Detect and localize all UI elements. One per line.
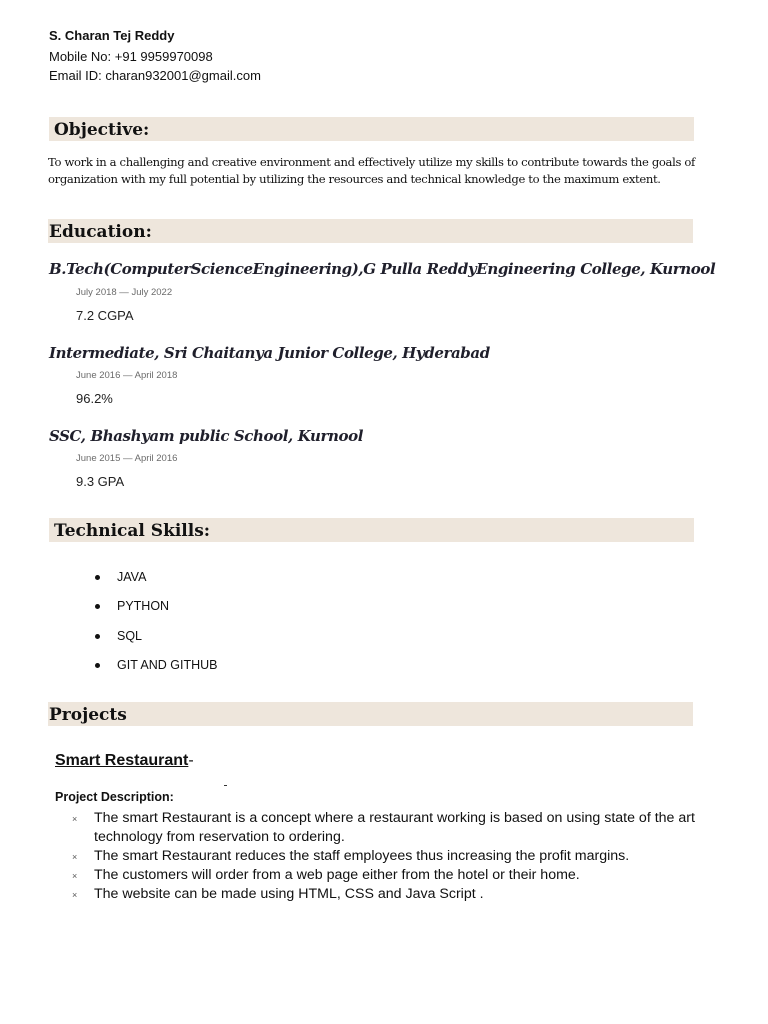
project-point-text: The smart Restaurant reduces the staff employees thus increasing the profit margins.	[94, 848, 630, 864]
education-dates-intermediate: June 2016 — April 2018	[76, 370, 178, 381]
decorative-mark	[224, 785, 227, 786]
skills-heading: Technical Skills:	[54, 521, 211, 541]
project-description-label-text: Project Description	[55, 790, 170, 804]
project-title-text: Smart Restaurant	[55, 752, 189, 769]
project-point-text: The smart Restaurant is a concept where a restaurant working is based on using state of the art technology from reservation to ordering.	[94, 810, 695, 845]
education-score-ssc: 9.3 GPA	[76, 474, 125, 489]
project-description-label	[55, 790, 174, 804]
list-item	[72, 866, 702, 885]
project-point-text: The customers will order from a web page either from the hotel or their home.	[94, 867, 580, 883]
project-title	[55, 752, 194, 770]
project-title-suffix: -	[188, 752, 194, 769]
projects-heading-band	[48, 702, 693, 726]
cross-bullet-icon: ×	[72, 890, 78, 900]
cross-bullet-icon: ×	[72, 814, 78, 824]
cross-bullet-icon: ×	[72, 852, 78, 862]
objective-heading-band	[49, 117, 694, 141]
education-dates-ssc: June 2015 — April 2016	[76, 453, 178, 464]
education-score-intermediate: 96.2%	[76, 391, 113, 406]
list-item: PYTHON	[95, 599, 217, 628]
list-item: SQL	[95, 629, 217, 658]
projects-heading: Projects	[49, 705, 127, 725]
project-description-colon: :	[169, 790, 174, 804]
list-item	[72, 885, 702, 904]
objective-text: To work in a challenging and creative environment and effectively utilize my skills to contribute towards the goals of organization with my full potential by utilizing the resources and technical knowledge to the maximum extent.	[48, 155, 695, 186]
list-item	[72, 809, 702, 847]
list-item: JAVA	[95, 570, 217, 599]
education-title-btech: B.Tech(ComputerScienceEngineering),G Pulla ReddyEngineering College, Kurnool	[49, 260, 716, 278]
education-heading: Education:	[49, 222, 152, 242]
email-address: Email ID: charan932001@gmail.com	[49, 68, 261, 83]
education-dates-btech: July 2018 — July 2022	[76, 287, 173, 298]
education-heading-band	[48, 219, 693, 243]
mobile-number: Mobile No: +91 9959970098	[49, 49, 213, 64]
skills-heading-band	[49, 518, 694, 542]
cross-bullet-icon: ×	[72, 871, 78, 881]
list-item: GIT AND GITHUB	[95, 658, 217, 687]
education-title-intermediate: Intermediate, Sri Chaitanya Junior College, Hyderabad	[49, 344, 490, 362]
education-title-ssc: SSC, Bhashyam public School, Kurnool	[49, 427, 364, 445]
project-points-list	[72, 809, 702, 904]
objective-heading: Objective:	[54, 120, 150, 140]
education-score-btech: 7.2 CGPA	[76, 308, 134, 323]
skills-list	[95, 570, 217, 687]
project-point-text: The website can be made using HTML, CSS and Java Script .	[94, 886, 484, 902]
candidate-name: S. Charan Tej Reddy	[49, 28, 175, 43]
list-item	[72, 847, 702, 866]
